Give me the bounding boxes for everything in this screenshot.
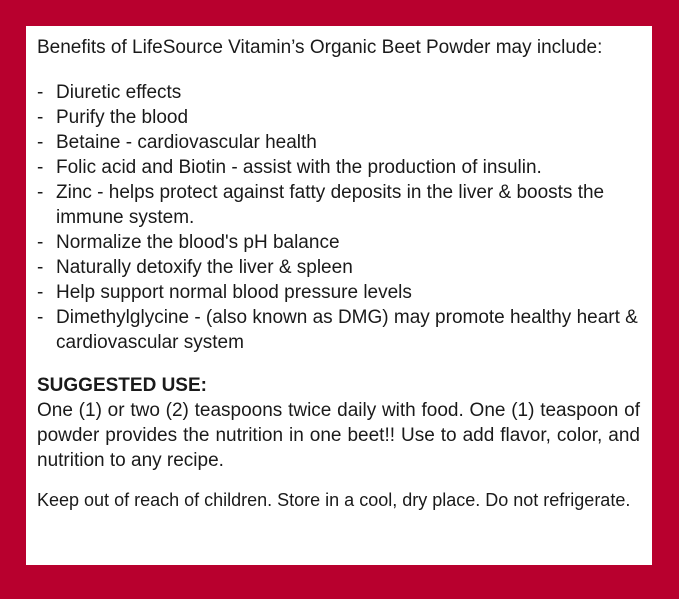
suggested-use-heading: SUGGESTED USE: [37, 375, 207, 396]
benefit-text: Normalize the blood's pH balance [56, 232, 340, 253]
benefits-intro: Benefits of LifeSource Vitamin’s Organic Beet Powder may include: [37, 37, 603, 58]
benefit-item [37, 155, 640, 180]
benefit-item [37, 305, 640, 355]
benefit-text: Dimethylglycine - (also known as DMG) may promote healthy heart & cardiovascular system [56, 307, 638, 353]
benefit-text: Folic acid and Biotin - assist with the production of insulin. [56, 157, 542, 178]
dash-bullet: - [37, 182, 44, 203]
benefit-text: Diuretic effects [56, 82, 182, 103]
benefit-item [37, 80, 640, 105]
dash-bullet: - [37, 132, 44, 153]
dash-bullet: - [37, 232, 44, 253]
benefit-item [37, 255, 640, 280]
benefit-item [37, 105, 640, 130]
dash-bullet: - [37, 257, 44, 278]
benefit-text: Purify the blood [56, 107, 189, 128]
product-info-card [26, 26, 652, 565]
benefit-item [37, 180, 640, 230]
benefit-item [37, 130, 640, 155]
benefit-text: Zinc - helps protect against fatty deposits in the liver & boosts the immune system. [56, 182, 605, 228]
benefit-text: Help support normal blood pressure levels [56, 282, 412, 303]
dash-bullet: - [37, 107, 44, 128]
dash-bullet: - [37, 307, 44, 328]
benefit-text: Betaine - cardiovascular health [56, 132, 317, 153]
benefit-text: Naturally detoxify the liver & spleen [56, 257, 353, 278]
dash-bullet: - [37, 82, 44, 103]
benefit-item [37, 230, 640, 255]
storage-warning: Keep out of reach of children. Store in a cool, dry place. Do not refrigerate. [37, 490, 631, 510]
benefit-item [37, 280, 640, 305]
dash-bullet: - [37, 282, 44, 303]
benefits-list [37, 80, 640, 355]
dash-bullet: - [37, 157, 44, 178]
suggested-use-text: One (1) or two (2) teaspoons twice daily with food. One (1) teaspoon of powder provides the nutrition in one beet!! Use to add flavor, color, and nutrition to any recipe. [37, 400, 640, 471]
